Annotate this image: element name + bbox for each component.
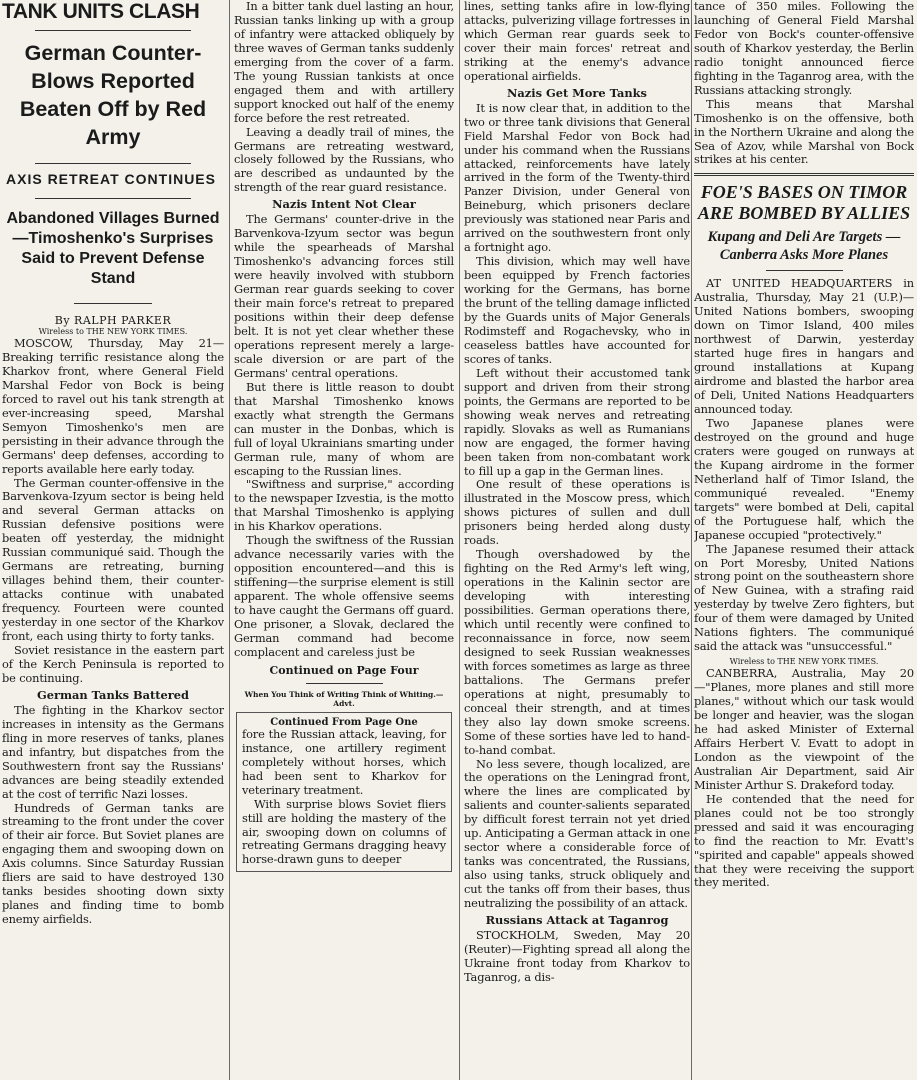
- column-3: [464, 0, 690, 1080]
- paragraph: It is now clear that, in addition to the two or three tank divisions that General Field Marshal Fedor von Bock had under his command when the Russians attacked, reinforcements have lately arrived in the form of the Twenty-third Panzer Division, under General von Beineburg, which prisoners declare previously was stationed near Paris and arrived on the southwestern front only a fortnight ago.: [464, 100, 690, 255]
- paragraph: The fighting in the Kharkov sector increases in intensity as the Germans fling in more reserves of tanks, planes and infantry, but dispatches from the Southwestern front say the Russians' advances are being steadily extended at the cost of terrific Nazi losses.: [2, 702, 224, 801]
- column-rule: [691, 0, 692, 1080]
- paragraph: tance of 350 miles. Following the launching of General Field Marshal Fedor von Bock's counter-offensive south of Kharkov yesterday, the Berlin radio tonight announced fierce fighting in the Taganrog area, with the Russians attacking strongly.: [694, 0, 914, 97]
- column-1: [2, 0, 224, 1080]
- continued-title: Continued From Page One: [270, 716, 418, 728]
- headline-main: German Counter-Blows Reported Beaten Off by Red Army: [19, 41, 207, 149]
- paragraph: AT UNITED HEADQUARTERS in Australia, Thursday, May 21 (U.P.)—United Nations bombers, swooping down on Timor Island, 400 miles northwest of Darwin, yesterday started huge fires in hangars and ground installations at Kupang airdrome and blasted the harbor area of Deli, United Nations Headquarters announced today.: [694, 276, 914, 417]
- headline-timor: FOE'S BASES ON TIMOR ARE BOMBED BY ALLIES: [697, 182, 911, 224]
- column-rule: [229, 0, 230, 1080]
- paragraph: The German counter-offensive in the Barvenkova-Izyum sector is being held and several German attacks on Russian defensive positions were beaten off yesterday, the midnight Russian communiqué said. Though the Germans are retreating, burning villages behind them, their counter-attacks continue with unabated frequency. Fourteen were counted yesterday in one sector of the Kharkov front, each using thirty to forty tanks.: [2, 475, 224, 644]
- paragraph: Soviet resistance in the eastern part of the Kerch Peninsula is reported to be continuing.: [2, 642, 224, 685]
- paragraph: CANBERRA, Australia, May 20—"Planes, more planes and still more planes," without which our task would be longer and heavier, was the slogan he had asked Minister of External Affairs Herbert V. Evatt to adopt in London as the viewpoint of the Australian Air Department, said Air Minister Arthur S. Drakeford today.: [694, 666, 914, 792]
- paragraph: STOCKHOLM, Sweden, May 20 (Reuter)—Fighting spread all along the Ukraine front today from Kharkov to Taganrog, a dis-: [464, 928, 690, 984]
- divider: [694, 173, 914, 176]
- paragraph: "Swiftness and surprise," according to the newspaper Izvestia, is the motto that Marshal Timoshenko is applying in his Kharkov operations.: [234, 477, 454, 534]
- byline: By RALPH PARKER: [54, 314, 172, 327]
- paragraph: The Japanese resumed their attack on Port Moresby, United Nations strong point on the southeastern shore of New Guinea, with a strafing raid yesterday by twelve Zero fighters, but four of them were damaged by United Nations fighters. The communiqué said the attack was "unsuccessful.": [694, 541, 914, 654]
- paragraph: He contended that the need for planes could not be too strongly pressed and said it was encouraging to find the reaction to Mr. Evatt's "spirited and capable" appeals showed that they were receiving the support they merited.: [694, 791, 914, 890]
- divider: [35, 30, 190, 31]
- paragraph: No less severe, though localized, are the operations on the Leningrad front, where the lines are complicated by salients and counter-salients separated by difficult forest terrain not yet dried up. Anticipating a German attack in one sector where a considerable force of tanks was concentrated, the Russians, also using tanks, struck obliquely and cut the tanks off from their bases, thus neutralizing the possibility of an attack.: [464, 756, 690, 911]
- paragraph: Hundreds of German tanks are streaming to the front under the cover of their air force. But Soviet planes are engaging them and swooping down on Axis columns. Since Saturday Russian fliers are said to have destroyed 130 tanks besides shooting down sixty planes and finding time to bomb enemy airfields.: [2, 800, 224, 927]
- divider: [35, 198, 190, 199]
- paragraph: One result of these operations is illustrated in the Moscow press, which shows pictures of sullen and dull prisoners being herded along dusty roads.: [464, 477, 690, 548]
- paragraph: In a bitter tank duel lasting an hour, Russian tanks linking up with a group of infantry were attacked obliquely by three waves of German tanks suddenly emerging from the cover of a farm. The young Russian tankists at once engaged them and with artillery support knocked out half of the enemy force before the rest retreated.: [234, 0, 454, 125]
- paragraph: This means that Marshal Timoshenko is on the offensive, both in the Northern Ukraine and along the Sea of Azov, while Marshal von Bock strikes at his center.: [694, 96, 914, 167]
- subheading: Russians Attack at Taganrog: [485, 913, 669, 927]
- wire-credit: Wireless to THE NEW YORK TIMES.: [729, 657, 879, 667]
- divider: [35, 163, 190, 164]
- paragraph: With surprise blows Soviet fliers still are holding the mastery of the air, swooping down on columns of retreating Germans dragging heavy horse-drawn guns to deeper: [242, 796, 446, 867]
- paragraph: This division, which may well have been equipped by French factories working for the Germans, has borne the brunt of the telling damage inflicted by the Guards units of Major Generals Rodimsteff and Rogachevsky, who in ceaseless battles have accounted for scores of tanks.: [464, 254, 690, 366]
- paragraph: lines, setting tanks afire in low-flying attacks, pulverizing village fortresses in which German rear guards seek to cover their main forces' retreat and striking at the enemy's advance operational airfields.: [464, 0, 690, 83]
- headline-sub: Abandoned Villages Burned—Timoshenko's Surprises Said to Prevent Defense Stand: [6, 210, 220, 287]
- paragraph: Left without their accustomed tank support and driven from their strong points, the Germans are reported to be showing weak nerves and retreating rapidly. Slovaks as well as Rumanians now are engaged, the former having been taken from non-combatant work to fill up a gap in the German lines.: [464, 365, 690, 478]
- paragraph: Though overshadowed by the fighting on the Red Army's left wing, operations in the Kalinin sector are developing with interesting possibilities. German operations there, which until recently were confined to reconnaissance in force, now seem designed to seek Russian weaknesses with forces sometimes as large as three battalions. The Germans prefer operations at night, presumably to conceal their strength, and at times they also lay down smoke screens. Some of these sorties have led to hand-to-hand combat.: [464, 547, 690, 757]
- divider: [306, 683, 383, 684]
- column-2: [234, 0, 454, 1080]
- subheading: German Tanks Battered: [37, 687, 189, 702]
- subhead-timor: Kupang and Deli Are Targets —Canberra Asks More Planes: [707, 229, 901, 264]
- jump-line: Continued on Page Four: [269, 663, 419, 677]
- paragraph: The Germans' counter-drive in the Barvenkova-Izyum sector was begun while the spearheads of Marshal Timoshenko's advancing forces still were heavily involved with stubborn German rear guards seeking to cover their main force's retreat to prepared positions within their deep defense belt. It is not yet clear whether these operations represent merely a large-scale diversion or are part of the Germans' central operations.: [234, 212, 454, 380]
- paragraph: Two Japanese planes were destroyed on the ground and huge craters were gouged on runways at the Kupang airdrome in the former Netherland half of Timor Island, the communiqué revealed. "Enemy targets" were bombed at Deli, capital of the Portuguese half, which the Japanese occupied "protectively.": [694, 415, 914, 542]
- paragraph: Though the swiftness of the Russian advance necessarily varies with the opposition encountered—and this is stiffening—the surprise element is still apparent. The whole offensive seems to have caught the Germans off guard. One prisoner, a Slovak, declared the German command had become complacent and careless just be: [234, 533, 454, 659]
- continued-box: [236, 712, 452, 873]
- wire-credit: Wireless to THE NEW YORK TIMES.: [38, 327, 188, 336]
- paragraph: fore the Russian attack, leaving, for instance, one artillery regiment completely without horses, which had been sent to Kharkov for veterinary treatment.: [242, 726, 446, 797]
- subheading: Nazis Get More Tanks: [507, 85, 647, 100]
- subheading: Nazis Intent Not Clear: [272, 197, 416, 212]
- advertisement: When You Think of Writing Think of Whiting.—Advt.: [244, 689, 444, 708]
- headline-top: TANK UNITS CLASH: [2, 0, 200, 23]
- column-4: [694, 0, 914, 1080]
- paragraph: But there is little reason to doubt that Marshal Timoshenko knows exactly what strength the Germans can muster in the Donbas, which is full of loyal Ukrainians smarting under German rule, many of whom are escaping to the Russian lines.: [234, 379, 454, 478]
- headline-caps: AXIS RETREAT CONTINUES: [6, 171, 216, 187]
- paragraph: MOSCOW, Thursday, May 21—Breaking terrific resistance along the Kharkov front, where General Field Marshal Fedor von Bock is being forced to ravel out his tank strength at ever-increasing speed, Marshal Semyon Timoshenko's men are persisting in their advance through the Germans' deep defenses, according to reports available here early today.: [2, 336, 224, 476]
- paragraph: Leaving a deadly trail of mines, the Germans are retreating westward, closely followed by the Russians, who are described as undaunted by the strength of the rear guard resistance.: [234, 124, 454, 195]
- divider: [74, 303, 152, 304]
- divider: [766, 270, 843, 271]
- column-rule: [459, 0, 460, 1080]
